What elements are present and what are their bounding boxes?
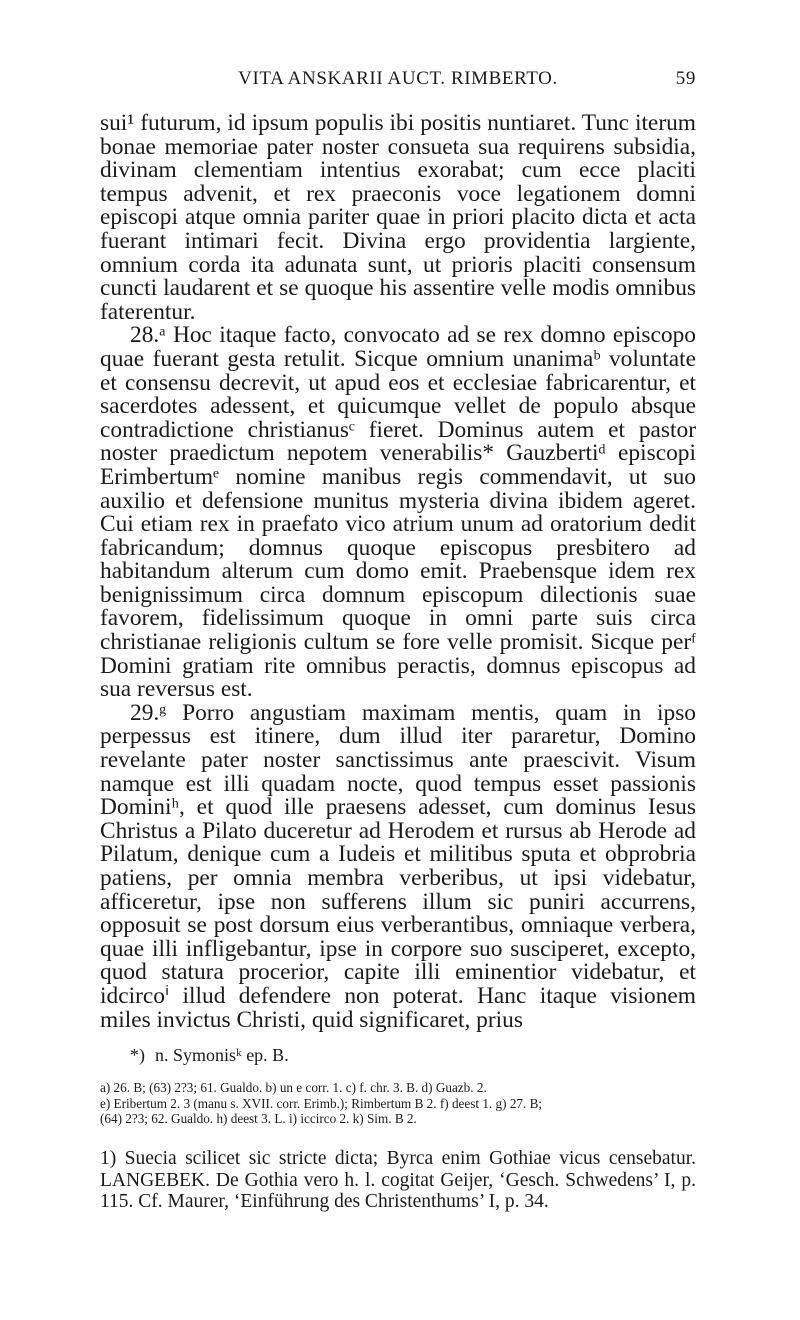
footnotes [100,1148,696,1213]
asterisk-note-symbol: *) [130,1045,145,1066]
main-text [100,112,696,1032]
paragraph-continuation: sui¹ futurum, id ipsum populis ibi positis nuntiaret. Tunc iterum bonae memoriae pater noster consueta sua requirens subsidia, divinam clementiam intentius exorabat; cum ecce placiti tempus advenit, et rex praeconis voce legationem domni episcopi atque omnia pariter quae in priori placito dicta et acta fuerant intimari fecit. Divina ergo providentia largiente, omnium corda ita adunata sunt, ut prioris placiti consensum cuncti laudarent et se quoque his assentire velle modis omnibus faterentur. [100,110,696,325]
paragraph-chapter-28: 28.ᵃ Hoc itaque facto, convocato ad se rex domno episcopo quae fuerant gesta retulit. Sicque omnium unanimaᵇ voluntate et consensu decrevit, ut apud eos et ecclesiae fabricarentur, et sacerdotes adessent, et quicumque vellet de populo absque contradictione christianusᶜ fieret. Dominus autem et pastor noster praedictum nepotem venerabilis* Gauzbertiᵈ episcopi Erimbertumᵉ nomine manibus regis commendavit, ut suo auxilio et defensione munitus mysteria divina ibidem ageret. Cui etiam rex in praefato vico atrium unum ad oratorium dedit fabricandum; domnus quoque episcopus presbitero ad habitandum alterum cum domo emit. Praebensque idem rex benignissimum circa domnum episcopum dilectionis suae favorem, fidelissimum quoque in omni parte suis circa christianae religionis cultum se fore velle promisit. Sicque perᶠ Domini gratiam rite omnibus peractis, domnus episcopus ad sua reversus est. [100,322,696,703]
footnote-1: 1) Suecia scilicet sic stricte dicta; Byrca enim Gothiae vicus censebatur. LANGEBEK. De Gothia vero h. l. cogitat Geijer, ‘Gesch. Schwedens’ I, p. 115. Cf. Maurer, ‘Einführung des Christenthums’ I, p. 34. [100,1148,696,1213]
asterisk-note-text: n. Symonisᵏ ep. B. [155,1045,289,1066]
critical-apparatus [100,1080,696,1126]
asterisk-note [100,1044,696,1066]
running-head [100,68,696,98]
paragraph-chapter-29: 29.ᵍ Porro angustiam maximam mentis, quam in ipso perpessus est itinere, dum illud iter pararetur, Domino revelante pater noster sanctissimus ante praescivit. Visum namque est illi quadam nocte, quod tempus esset passionis Dominiʰ, et quod ille praesens adesset, cum dominus Iesus Christus a Pilato duceretur ad Herodem et rursus ab Herode ad Pilatum, denique cum a Iudeis et militibus sputa et obprobria patiens, per omnia membra verberibus, ut ipsi videbatur, afficeretur, ipse non sufferens illum sic puniri accurrens, opposuit se post dorsum eius verberantibus, omniaque verbera, quae illi infligebantur, ipse in corpore suo susciperet, excepto, quod statura procerior, capite illi eminentior videbatur, et idcircoⁱ illud defendere non poterat. Hanc itaque visionem miles invictus Christi, quid significaret, prius [100,699,696,1033]
book-page [100,68,696,1213]
apparatus-line: (64) 2?3; 62. Gualdo. h) deest 3. L. i) iccirco 2. k) Sim. B 2. [100,1110,417,1126]
running-title: VITA ANSKARII AUCT. RIMBERTO. [238,68,558,89]
page-number: 59 [675,68,696,89]
apparatus-line: a) 26. B; (63) 2?3; 61. Gualdo. b) un e corr. 1. c) f. chr. 3. B. d) Guazb. 2. [100,1080,487,1096]
apparatus-line: e) Eribertum 2. 3 (manu s. XVII. corr. Erimb.); Rimbertum B 2. f) deest 1. g) 27. B; [100,1095,543,1111]
